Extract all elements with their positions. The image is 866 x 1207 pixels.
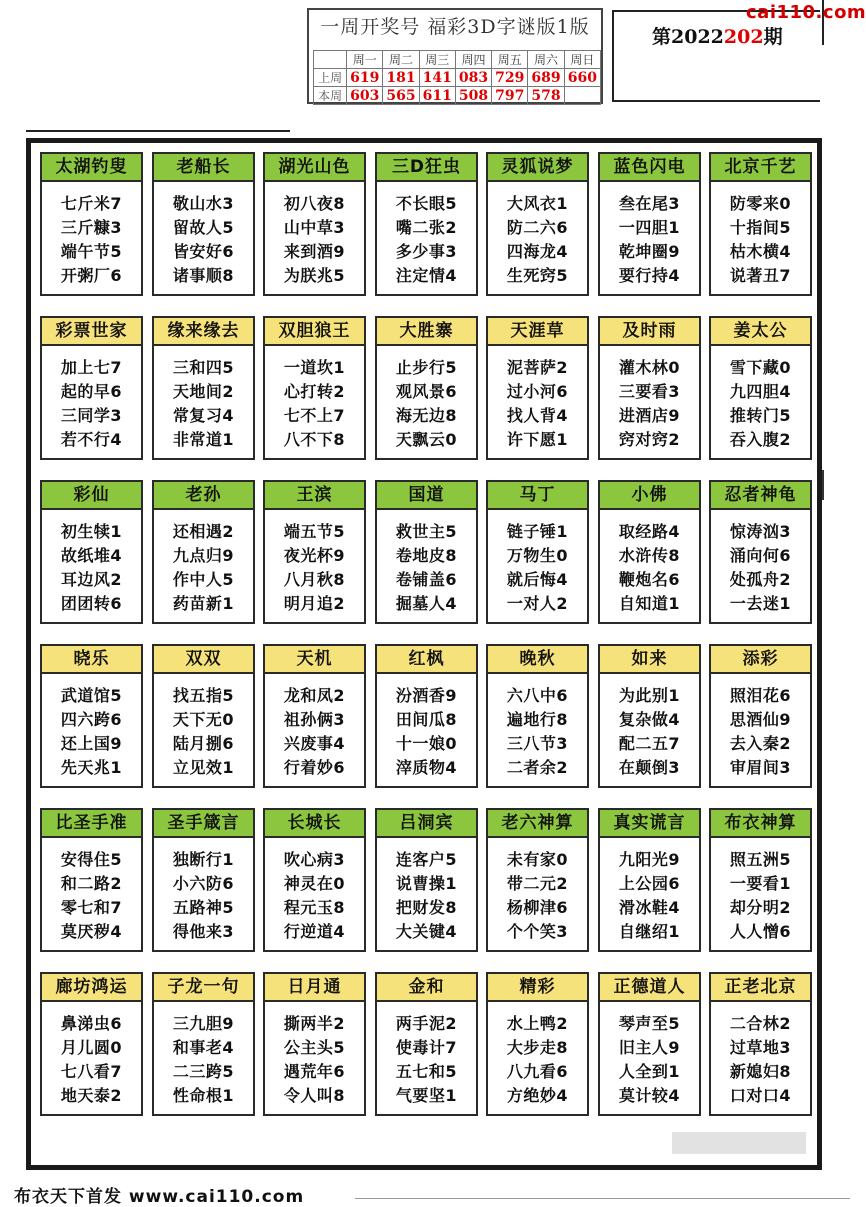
riddle-line: 开粥厂6 (60, 266, 123, 285)
riddle-line: 一去迷1 (729, 594, 792, 613)
weekday-header: 周日 (564, 51, 600, 69)
draw-number: 141 (419, 69, 455, 87)
riddle-line: 涌向何6 (729, 546, 792, 565)
riddle-cell (375, 972, 478, 1116)
riddle-line: 雪下藏0 (729, 358, 792, 377)
riddle-line: 乾坤圈9 (618, 242, 681, 261)
riddle-line: 方绝妙4 (506, 1086, 569, 1105)
riddle-line: 安得住5 (60, 850, 123, 869)
riddle-line: 地天泰2 (60, 1086, 123, 1105)
riddle-line: 三八节3 (506, 734, 569, 753)
riddle-line: 药苗新1 (172, 594, 235, 613)
riddle-cell (375, 644, 478, 788)
riddle-line: 为朕兆5 (283, 266, 346, 285)
riddle-line: 照五洲5 (729, 850, 792, 869)
riddle-line: 吹心病3 (283, 850, 346, 869)
riddle-cell-title: 布衣神算 (711, 810, 810, 838)
riddle-line: 田间瓜8 (395, 710, 458, 729)
riddle-line: 夜光杯9 (283, 546, 346, 565)
riddle-line: 神灵在0 (283, 874, 346, 893)
riddle-cell-title: 彩票世家 (42, 318, 141, 346)
riddle-line: 要行持4 (618, 266, 681, 285)
draw-number: 083 (455, 69, 491, 87)
draw-number: 689 (528, 69, 564, 87)
riddle-cell-title: 双胆狼王 (265, 318, 364, 346)
riddle-cell (486, 808, 589, 952)
riddle-line: 救世主5 (395, 522, 458, 541)
row-label-this-week: 本周 (314, 87, 347, 105)
riddle-line: 莫计较4 (618, 1086, 681, 1105)
riddle-cell (598, 316, 701, 460)
riddle-line: 观风景6 (395, 382, 458, 401)
draw-number: 508 (455, 87, 491, 105)
riddle-line: 三要看3 (618, 382, 681, 401)
riddle-line: 万物生0 (506, 546, 569, 565)
riddle-line: 六八中6 (506, 686, 569, 705)
riddle-line: 撕两半2 (283, 1014, 346, 1033)
riddle-line: 心打转2 (283, 382, 346, 401)
riddle-line: 诸事顺8 (172, 266, 235, 285)
riddle-line: 鞭炮名6 (618, 570, 681, 589)
riddle-line: 掘墓人4 (395, 594, 458, 613)
riddle-cell (375, 316, 478, 460)
riddle-line: 大关键4 (395, 922, 458, 941)
riddle-cell (375, 152, 478, 296)
riddle-line: 口对口4 (729, 1086, 792, 1105)
draw-number: 578 (528, 87, 564, 105)
riddle-line: 初生犊1 (60, 522, 123, 541)
riddle-line: 思酒仙9 (729, 710, 792, 729)
riddle-line: 审眉间3 (729, 758, 792, 777)
riddle-line: 三同学3 (60, 406, 123, 425)
riddle-line: 找人背4 (506, 406, 569, 425)
riddle-line: 九点归9 (172, 546, 235, 565)
riddle-line: 三九胆9 (172, 1014, 235, 1033)
riddle-line: 行着妙6 (283, 758, 346, 777)
riddle-line: 四六跨6 (60, 710, 123, 729)
draw-number: 660 (564, 69, 600, 87)
riddle-cell (598, 808, 701, 952)
riddle-cell (598, 152, 701, 296)
riddle-line: 一四胆1 (618, 218, 681, 237)
riddle-line: 祖孙俩3 (283, 710, 346, 729)
weekday-header: 周五 (492, 51, 528, 69)
riddle-line: 非常道1 (172, 430, 235, 449)
riddle-line: 七八看7 (60, 1062, 123, 1081)
riddle-cell (598, 480, 701, 624)
riddle-line: 防零来0 (729, 194, 792, 213)
riddle-line: 一要看1 (729, 874, 792, 893)
draw-number: 181 (383, 69, 419, 87)
riddle-line: 和事老4 (172, 1038, 235, 1057)
riddle-line: 端五节5 (283, 522, 346, 541)
riddle-line: 枯木横4 (729, 242, 792, 261)
issue-number: 第2022202期 (652, 26, 783, 48)
riddle-cell (263, 972, 366, 1116)
riddle-cell-title: 三D狂虫 (377, 154, 476, 182)
riddle-line: 五路神5 (172, 898, 235, 917)
draw-number: 729 (492, 69, 528, 87)
riddle-cell-title: 长城长 (265, 810, 364, 838)
riddle-line: 惊涛汹3 (729, 522, 792, 541)
riddle-line: 推转门5 (729, 406, 792, 425)
riddle-cell (486, 480, 589, 624)
riddle-line: 和二路2 (60, 874, 123, 893)
riddle-line: 配二五7 (618, 734, 681, 753)
riddle-cell-title: 彩仙 (42, 482, 141, 510)
riddle-line: 带二元2 (506, 874, 569, 893)
riddle-cell (486, 644, 589, 788)
riddle-line: 四海龙4 (506, 242, 569, 261)
riddle-line: 程元玉8 (283, 898, 346, 917)
riddle-line: 就后悔4 (506, 570, 569, 589)
riddle-cell (40, 644, 143, 788)
riddle-cell-title: 马丁 (488, 482, 587, 510)
riddle-line: 未有家0 (506, 850, 569, 869)
riddle-cell (709, 152, 812, 296)
riddle-cell-title: 忍者神龟 (711, 482, 810, 510)
riddle-line: 卷地皮8 (395, 546, 458, 565)
riddle-line: 复杂做4 (618, 710, 681, 729)
riddle-line: 立见效1 (172, 758, 235, 777)
riddle-cell-title: 及时雨 (600, 318, 699, 346)
riddle-cell (598, 972, 701, 1116)
riddle-cell-title: 缘来缘去 (154, 318, 253, 346)
riddle-cell-title: 圣手箴言 (154, 810, 253, 838)
riddle-cell (709, 480, 812, 624)
riddle-line: 嘴二张2 (395, 218, 458, 237)
riddle-cell-title: 比圣手准 (42, 810, 141, 838)
riddle-line: 个个笑3 (506, 922, 569, 941)
riddle-line: 生死窍5 (506, 266, 569, 285)
riddle-line: 遍地行8 (506, 710, 569, 729)
riddle-line: 一道坎1 (283, 358, 346, 377)
riddle-line: 九四胆4 (729, 382, 792, 401)
riddle-cell-title: 天涯草 (488, 318, 587, 346)
riddle-cell (263, 152, 366, 296)
riddle-line: 两手泥2 (395, 1014, 458, 1033)
riddle-cell-title: 如来 (600, 646, 699, 674)
riddle-line: 滑冰鞋4 (618, 898, 681, 917)
riddle-line: 防二六6 (506, 218, 569, 237)
riddle-cell (152, 972, 255, 1116)
riddle-line: 八月秋8 (283, 570, 346, 589)
riddle-cell-title: 添彩 (711, 646, 810, 674)
riddle-line: 龙和凤2 (283, 686, 346, 705)
riddle-cell (40, 480, 143, 624)
riddle-line: 七不上7 (283, 406, 346, 425)
riddle-line: 二合林2 (729, 1014, 792, 1033)
riddle-line: 得他来3 (172, 922, 235, 941)
riddle-cell-title: 天机 (265, 646, 364, 674)
riddle-line: 端午节5 (60, 242, 123, 261)
riddle-line: 找五指5 (172, 686, 235, 705)
riddle-line: 鼻涕虫6 (60, 1014, 123, 1033)
riddle-line: 使毒计7 (395, 1038, 458, 1057)
riddle-cell (152, 480, 255, 624)
riddle-line: 进酒店9 (618, 406, 681, 425)
riddle-line: 琴声至5 (618, 1014, 681, 1033)
riddle-cell-title: 金和 (377, 974, 476, 1002)
riddle-cell-title: 正老北京 (711, 974, 810, 1002)
riddle-line: 为此别1 (618, 686, 681, 705)
riddle-line: 公主头5 (283, 1038, 346, 1057)
riddle-cell (263, 808, 366, 952)
weekday-header: 周四 (455, 51, 491, 69)
riddle-line: 陆月捌6 (172, 734, 235, 753)
riddle-cell-title: 日月通 (265, 974, 364, 1002)
riddle-cell-title: 正德道人 (600, 974, 699, 1002)
riddle-line: 说著丑7 (729, 266, 792, 285)
riddle-line: 汾酒香9 (395, 686, 458, 705)
riddle-line: 过小河6 (506, 382, 569, 401)
riddle-cell-title: 灵狐说梦 (488, 154, 587, 182)
riddle-line: 性命根1 (172, 1086, 235, 1105)
riddle-line: 海无边8 (395, 406, 458, 425)
riddle-line: 五七和5 (395, 1062, 458, 1081)
riddle-line: 泥菩萨2 (506, 358, 569, 377)
footer-text: 布衣天下首发 www.cai110.com (14, 1187, 305, 1207)
riddle-line: 窍对窍2 (618, 430, 681, 449)
riddle-line: 人人憎6 (729, 922, 792, 941)
riddle-cell-title: 太湖钓叟 (42, 154, 141, 182)
weekday-header: 周六 (528, 51, 564, 69)
riddle-cell (709, 316, 812, 460)
riddle-cell-title: 晚秋 (488, 646, 587, 674)
riddle-line: 链子锤1 (506, 522, 569, 541)
riddle-cell (152, 808, 255, 952)
draw-number: 603 (347, 87, 383, 105)
riddle-line: 止步行5 (395, 358, 458, 377)
riddle-line: 山中草3 (283, 218, 346, 237)
riddle-cell (40, 316, 143, 460)
riddle-cell (40, 972, 143, 1116)
riddle-line: 大步走8 (506, 1038, 569, 1057)
riddle-line: 自知道1 (618, 594, 681, 613)
riddle-cell-title: 大胜寨 (377, 318, 476, 346)
riddle-line: 武道馆5 (60, 686, 123, 705)
riddle-line: 十指间5 (729, 218, 792, 237)
riddle-line: 水浒传8 (618, 546, 681, 565)
blank-bar (672, 1132, 806, 1154)
riddle-cell (40, 808, 143, 952)
riddle-line: 留故人5 (172, 218, 235, 237)
riddle-line: 注定情4 (395, 266, 458, 285)
riddle-line: 却分明2 (729, 898, 792, 917)
riddle-line: 八九看6 (506, 1062, 569, 1081)
riddle-line: 九阳光9 (618, 850, 681, 869)
draw-number: 611 (419, 87, 455, 105)
riddle-cell (152, 316, 255, 460)
riddle-cell (263, 480, 366, 624)
riddle-cell-title: 老六神算 (488, 810, 587, 838)
riddle-line: 旧主人9 (618, 1038, 681, 1057)
riddle-line: 还上国9 (60, 734, 123, 753)
riddle-line: 自继绍1 (618, 922, 681, 941)
riddle-line: 兴废事4 (283, 734, 346, 753)
riddle-cell-title: 子龙一句 (154, 974, 253, 1002)
riddle-line: 遇荒年6 (283, 1062, 346, 1081)
riddle-cell-title: 国道 (377, 482, 476, 510)
riddle-line: 加上七7 (60, 358, 123, 377)
riddle-cell (709, 644, 812, 788)
riddle-cell-title: 晓乐 (42, 646, 141, 674)
riddle-line: 故纸堆4 (60, 546, 123, 565)
riddle-line: 水上鸭2 (506, 1014, 569, 1033)
riddle-line: 令人叫8 (283, 1086, 346, 1105)
riddle-line: 天飘云0 (395, 430, 458, 449)
riddle-line: 二者余2 (506, 758, 569, 777)
riddle-cell-title: 老孙 (154, 482, 253, 510)
riddle-line: 灌木林0 (618, 358, 681, 377)
riddle-cell (375, 480, 478, 624)
riddle-line: 去入秦2 (729, 734, 792, 753)
riddle-line: 卷铺盖6 (395, 570, 458, 589)
riddle-line: 明月追2 (283, 594, 346, 613)
riddle-line: 处孤舟2 (729, 570, 792, 589)
draw-results-table (307, 8, 603, 104)
riddle-line: 独断行1 (172, 850, 235, 869)
riddle-line: 初八夜8 (283, 194, 346, 213)
riddle-line: 若不行4 (60, 430, 123, 449)
weekday-header: 周一 (347, 51, 383, 69)
riddle-line: 来到酒9 (283, 242, 346, 261)
riddle-cell-title: 北京千艺 (711, 154, 810, 182)
draw-number: 565 (383, 87, 419, 105)
riddle-line: 过草地3 (729, 1038, 792, 1057)
riddle-line: 新媳妇8 (729, 1062, 792, 1081)
draw-grid (313, 50, 601, 105)
riddle-line: 连客户5 (395, 850, 458, 869)
riddle-line: 二三跨5 (172, 1062, 235, 1081)
riddle-cell (486, 152, 589, 296)
riddle-line: 人全到1 (618, 1062, 681, 1081)
riddle-line: 常复习4 (172, 406, 235, 425)
riddle-line: 在颠倒3 (618, 758, 681, 777)
draw-number (564, 87, 600, 105)
riddle-cell (40, 152, 143, 296)
riddle-cell-title: 真实谎言 (600, 810, 699, 838)
weekday-header: 周二 (383, 51, 419, 69)
riddle-line: 许下愿1 (506, 430, 569, 449)
riddle-line: 起的早6 (60, 382, 123, 401)
riddle-line: 照泪花6 (729, 686, 792, 705)
riddle-line: 大风衣1 (506, 194, 569, 213)
draw-number: 619 (347, 69, 383, 87)
riddle-line: 多少事3 (395, 242, 458, 261)
riddle-cell-title: 双双 (154, 646, 253, 674)
riddle-cell (709, 808, 812, 952)
riddle-line: 敬山水3 (172, 194, 235, 213)
riddle-cell-title: 精彩 (488, 974, 587, 1002)
riddle-line: 三斤糠3 (60, 218, 123, 237)
riddle-cell (152, 644, 255, 788)
riddle-line: 皆安好6 (172, 242, 235, 261)
site-logo-text[interactable]: cai110.com (746, 2, 866, 23)
riddle-cell-title: 红枫 (377, 646, 476, 674)
riddle-line: 叁在尾3 (618, 194, 681, 213)
riddle-cell (486, 316, 589, 460)
riddle-cell (709, 972, 812, 1116)
riddle-line: 十一娘0 (395, 734, 458, 753)
riddle-cell (375, 808, 478, 952)
riddle-line: 滓质物4 (395, 758, 458, 777)
riddle-line: 取经路4 (618, 522, 681, 541)
riddle-line: 三和四5 (172, 358, 235, 377)
issue-box (612, 10, 820, 102)
riddle-cell (486, 972, 589, 1116)
riddle-cell-title: 老船长 (154, 154, 253, 182)
riddle-line: 七斤米7 (60, 194, 123, 213)
riddle-line: 天地间2 (172, 382, 235, 401)
riddle-line: 天下无0 (172, 710, 235, 729)
riddle-grid-panel (26, 138, 822, 1170)
riddle-line: 还相遇2 (172, 522, 235, 541)
riddle-line: 零七和7 (60, 898, 123, 917)
footer-rule (355, 1198, 850, 1199)
row-label-last-week: 上周 (314, 69, 347, 87)
riddle-line: 作中人5 (172, 570, 235, 589)
riddle-cell-title: 小佛 (600, 482, 699, 510)
riddle-line: 杨柳津6 (506, 898, 569, 917)
draw-table-title: 一周开奖号 福彩3D字谜版1版 (320, 16, 590, 38)
divider (26, 130, 290, 132)
riddle-cell-title: 湖光山色 (265, 154, 364, 182)
riddle-line: 莫厌秽4 (60, 922, 123, 941)
riddle-cell (263, 316, 366, 460)
riddle-line: 上公园6 (618, 874, 681, 893)
riddle-line: 一对人2 (506, 594, 569, 613)
draw-number: 797 (492, 87, 528, 105)
decor-rule (822, 470, 824, 500)
riddle-cell (263, 644, 366, 788)
riddle-cell-title: 王滨 (265, 482, 364, 510)
riddle-cell-title: 蓝色闪电 (600, 154, 699, 182)
riddle-line: 耳边风2 (60, 570, 123, 589)
riddle-line: 团团转6 (60, 594, 123, 613)
riddle-cell-title: 吕洞宾 (377, 810, 476, 838)
riddle-line: 不长眼5 (395, 194, 458, 213)
riddle-line: 小六防6 (172, 874, 235, 893)
riddle-cell (598, 644, 701, 788)
riddle-cell (152, 152, 255, 296)
riddle-cell-title: 廊坊鸿运 (42, 974, 141, 1002)
riddle-line: 吞入腹2 (729, 430, 792, 449)
riddle-line: 气要坚1 (395, 1086, 458, 1105)
riddle-line: 月儿圆0 (60, 1038, 123, 1057)
riddle-line: 行逆道4 (283, 922, 346, 941)
weekday-header: 周三 (419, 51, 455, 69)
riddle-line: 把财发8 (395, 898, 458, 917)
riddle-line: 先天兆1 (60, 758, 123, 777)
riddle-line: 说曹操1 (395, 874, 458, 893)
riddle-line: 八不下8 (283, 430, 346, 449)
riddle-cell-title: 姜太公 (711, 318, 810, 346)
